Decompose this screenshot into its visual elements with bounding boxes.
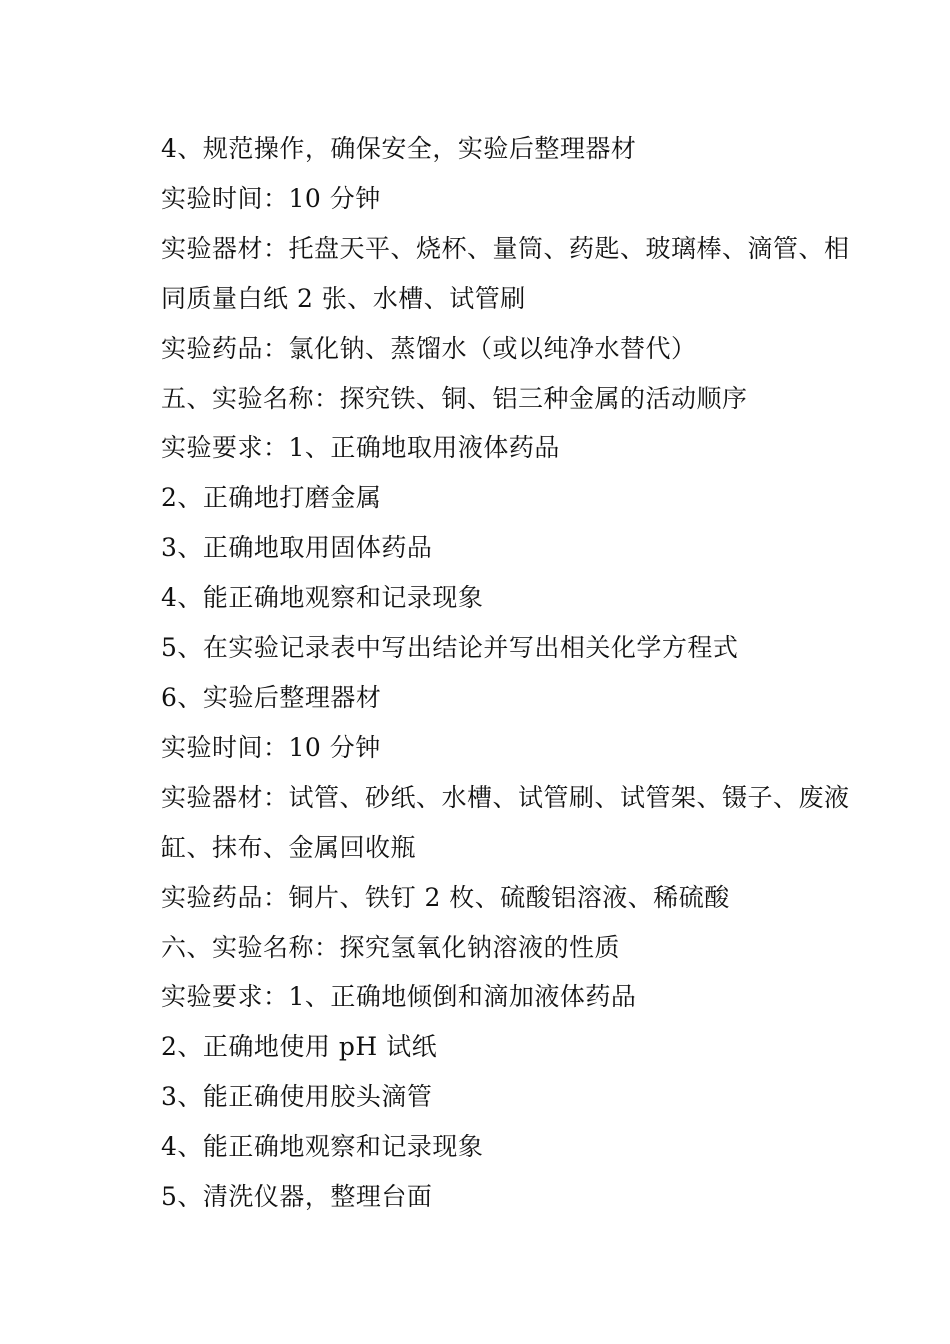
text-line: 6、实验后整理器材: [161, 682, 382, 712]
text-line: 4、能正确地观察和记录现象: [161, 583, 484, 613]
text-line: 缸、抹布、金属回收瓶: [161, 832, 417, 862]
text-line: 实验药品：铜片、铁钉 2 枚、硫酸铝溶液、稀硫酸: [161, 882, 730, 912]
text-line: 3、正确地取用固体药品: [161, 533, 433, 563]
text-line: 实验要求：1、正确地倾倒和滴加液体药品: [161, 982, 637, 1012]
text-line: 实验药品：氯化钠、蒸馏水（或以纯净水替代）: [161, 333, 697, 363]
text-line: 实验器材：托盘天平、烧杯、量筒、药匙、玻璃棒、滴管、相: [161, 233, 850, 263]
document-body: [161, 124, 850, 1222]
text-line: 2、正确地打磨金属: [161, 483, 382, 513]
text-line: 实验时间：10 分钟: [161, 183, 381, 213]
text-line: 实验要求：1、正确地取用液体药品: [161, 433, 560, 463]
text-line: 4、规范操作，确保安全，实验后整理器材: [161, 134, 637, 163]
text-line: 实验时间：10 分钟: [161, 732, 381, 762]
text-line: 实验器材：试管、砂纸、水槽、试管刷、试管架、镊子、废液: [161, 782, 850, 812]
section-heading: 五、实验名称：探究铁、铜、铝三种金属的活动顺序: [161, 383, 748, 413]
text-line: 2、正确地使用 pH 试纸: [161, 1032, 438, 1062]
section-heading: 六、实验名称：探究氢氧化钠溶液的性质: [161, 932, 621, 962]
text-line: 5、在实验记录表中写出结论并写出相关化学方程式: [161, 633, 739, 663]
text-line: 同质量白纸 2 张、水槽、试管刷: [161, 283, 526, 313]
text-line: 3、能正确使用胶头滴管: [161, 1082, 433, 1112]
text-line: 4、能正确地观察和记录现象: [161, 1132, 484, 1162]
text-line: 5、清洗仪器，整理台面: [161, 1182, 433, 1212]
